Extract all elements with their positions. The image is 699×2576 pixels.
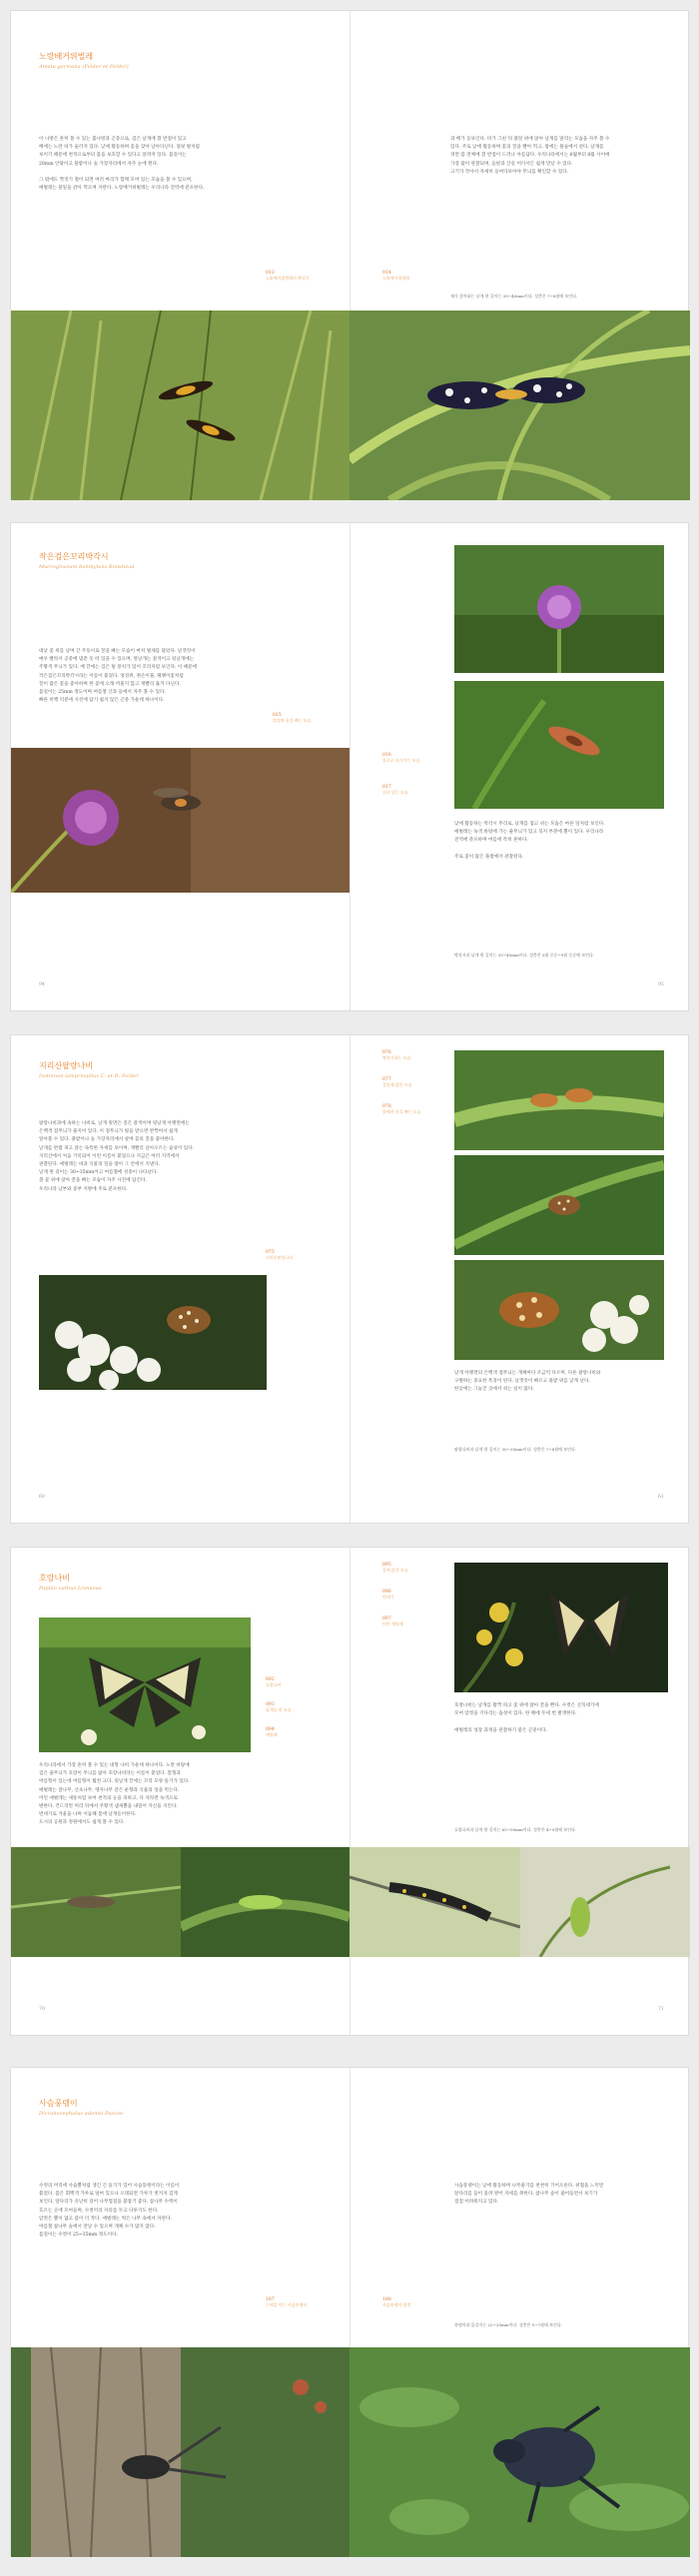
- body-text: 대낮 꽃 위를 날며 긴 주둥이로 꿀을 빠는 모습이 마치 벌새를 닮았다. 날갯짓이 매우 빨라서 공중에 멈춘 듯 떠 있을 수 있으며, 앞날개는 갈색이고 뒷날개에는 주황색 무늬가 있다. 배 끝에는 검은 털 뭉치가 있어 꼬리처럼 보인다. 이 때문에 작은검은꼬리박각시라는 이름이 붙었다. 엉겅퀴, 쥐손이풀, 패랭이꽃처럼 꿀이 많은 꽃을 좋아하며 한 꽃에 오래 머물지 않고 재빨리 옮겨 다닌다. 몸길이는 25mm 정도이며 여름철 산과 들에서 자주 볼 수 있다. 빠른 비행 덕분에 사진에 담기 쉽지 않은 곤충 가운데 하나이다.: [39, 649, 198, 704]
- scientific-name: Isoteinon lamprospilus C. et R. Felder: [39, 1073, 139, 1079]
- photo-caption: 014 노랑배거위벌레: [382, 271, 410, 281]
- photo-caption: 013 노랑배거위벌레의 짝짓기: [266, 271, 310, 281]
- photo-larva-3: [350, 1847, 520, 1957]
- book-spread-4: [10, 1547, 689, 2036]
- photo-caption: 093 날개를 편 모습: [266, 1702, 292, 1712]
- body-text: 과 배가 돋보인다. 비가 그친 뒤 풀잎 위에 앉아 날개를 말리는 모습을 자주 볼 수 있다. 주로 낮에 활동하며 꽃의 꿀을 빨아 먹고, 밤에는 풀숲에서 쉰다. 날개를 펴면 몸 전체에 흰 반점이 드러나 아름답다. 우리나라에서는 6월부터 8월 사이에 가장 많이 관찰되며, 들판과 산길 어디서든 쉽게 만날 수 있다. 크기가 작아서 자세히 들여다보아야 무늬를 확인할 수 있다.: [450, 137, 610, 175]
- photo-swallowtail-open: [39, 1617, 251, 1752]
- species-title: 호랑나비: [39, 1574, 70, 1583]
- photo-caption: 077 풀잎에 앉은 모습: [382, 1077, 412, 1087]
- photo-swallowtail-flower: [454, 1563, 668, 1692]
- photo-moths-mating: [11, 311, 350, 500]
- photo-caption: 097 어린 애벌레: [382, 1616, 403, 1626]
- photo-caption: 094 애벌레: [266, 1727, 278, 1737]
- photo-caption: 016 꽃으로 다가가는 모습: [382, 753, 420, 763]
- photo-caption: 015 엉겅퀴 꿀을 빠는 모습: [273, 713, 312, 723]
- photo-skipper-white-flowers: [39, 1275, 267, 1390]
- photo-caption: 187 수액을 먹는 사슴풍뎅이: [266, 2297, 308, 2307]
- scientific-name: Papilio xuthus Linnaeus: [39, 1586, 102, 1592]
- size-note: 팔랑나비과 날개 편 길이는 30~35mm이다. 성충은 7~8월에 보인다.: [454, 1447, 577, 1452]
- page-number: 95: [658, 982, 664, 987]
- photo-caption: 092 호랑나비: [266, 1677, 282, 1687]
- photo-moth-on-leaf: [350, 311, 690, 500]
- photo-hawkmoth-flower: [454, 545, 664, 673]
- body-text: 우리나라에서 가장 흔히 볼 수 있는 대형 나비 가운데 하나이다. 노란 바탕에 검은 줄무늬가 호랑이 무늬를 닮아 호랑나비라는 이름이 붙었다. 봄형과 여름형이 있는데 여름형이 훨씬 크다. 뒷날개 끝에는 꼬리 모양 돌기가 있다. 애벌레는 귤나무, 산초나무, 탱자나무 같은 운향과 식물의 잎을 먹는다. 어린 애벌레는 새똥처럼 보여 천적의 눈을 피하고, 다 자라면 녹색으로 변한다. 건드리면 머리 뒤에서 주황색 냄새뿔을 내밀어 자신을 지킨다. 번데기로 겨울을 나며 이듬해 봄에 날개돋이한다. 도시의 공원과 정원에서도 쉽게 볼 수 있다.: [39, 1763, 190, 1826]
- book-spread-2: [10, 522, 689, 1011]
- size-note: 풍뎅이과 몸길이는 22~35mm이다. 성충은 5~7월에 보인다.: [454, 2322, 563, 2327]
- book-spread-5: [10, 2067, 689, 2556]
- photo-caption: 188 사슴풍뎅이 암컷: [382, 2297, 411, 2307]
- photo-beetle-leaf: [350, 2347, 690, 2557]
- page-number: 60: [39, 1495, 45, 1500]
- photo-larva-4: [520, 1847, 690, 1957]
- page-number: 61: [658, 1495, 664, 1500]
- scientific-name: Amata germana (Felder et Felder): [39, 64, 129, 70]
- scientific-name: Dicranocephalus adamsi Pascoe: [39, 2111, 124, 2117]
- photo-caption: 096 번데기: [382, 1590, 394, 1600]
- photo-larva-1: [11, 1847, 181, 1957]
- body-text: 호랑나비는 날개를 활짝 펴고 꽃 위에 앉아 꿀을 빤다. 수컷은 산꼭대기에 모여 암컷을 기다리는 습성이 있다. 한 해에 두세 번 발생한다. 애벌레의 성장 과정을 관찰하기 좋은 곤충이다.: [454, 1703, 599, 1733]
- body-text: 날개 아랫면의 은백색 점무늬는 개체마다 조금씩 다르며, 다른 팔랑나비와 구별하는 중요한 특징이 된다. 날갯짓이 빠르고 풀밭 위를 낮게 난다. 한낮에는 그늘진 곳에서 쉬는 일이 많다.: [454, 1371, 601, 1393]
- photo-caption: 095 꽃에 앉은 모습: [382, 1563, 408, 1573]
- body-text: 낮에 활동하는 박각시 무리로, 날개를 접고 쉬는 모습은 마른 잎처럼 보인다. 애벌레는 녹색 바탕에 가는 줄무늬가 있고 꼭지 부분에 뿔이 있다. 우리나라 전역에 분포하며 여름에 특히 흔하다. 주로 꽃이 많은 풀밭에서 관찰된다.: [454, 822, 605, 860]
- species-title: 작은검은꼬리박각시: [39, 552, 109, 561]
- photo-caption: 017 쉬고 있는 모습: [382, 785, 408, 795]
- book-spread-3: [10, 1034, 689, 1524]
- species-title: 사슴풍뎅이: [39, 2099, 78, 2108]
- photo-caption: 078 꽃에서 꿀을 빠는 모습: [382, 1104, 421, 1114]
- body-text: 팔랑나비과에 속하는 나비로, 날개 윗면은 짙은 갈색이며 뒷날개 아랫면에는 은백색 점무늬가 줄지어 있다. 이 점무늬가 빛을 받으면 반짝여서 쉽게 알아볼 수 있다. 풀밭이나 숲 가장자리에서 살며 꽃의 꿀을 좋아한다. 날개를 반쯤 펴고 앉는 독특한 자세를 보이며, 재빨리 날아오르는 습성이 있다. 지리산에서 처음 기록되어 이런 이름이 붙었으나 지금은 여러 지역에서 관찰된다. 애벌레는 벼과 식물의 잎을 말아 그 안에서 지낸다. 날개 편 길이는 30~35mm이고 여름철에 성충이 나타난다. 흰 꽃 위에 앉아 꿀을 빠는 모습이 자주 사진에 담긴다. 우리나라 남부와 중부 지방에 주로 분포한다.: [39, 1121, 195, 1192]
- photo-hawkmoth-thistle: [11, 748, 350, 893]
- size-note: 제가 좋아하는 날개 편 길이는 35~40mm이다. 성충은 7~8월에 보인다.: [450, 294, 578, 299]
- page-number: 70: [39, 2007, 45, 2012]
- photo-skipper-nectaring: [454, 1260, 664, 1360]
- page-number: 71: [658, 2007, 664, 2012]
- photo-caption: 075 지리산팔랑나비: [266, 1250, 294, 1260]
- species-title: 노랑배거위벌레: [39, 52, 94, 61]
- photo-skipper-on-grass: [454, 1155, 664, 1255]
- photo-larva-2: [181, 1847, 350, 1957]
- body-text: 사슴풍뎅이는 낮에 활동하며 나무줄기를 천천히 기어오른다. 위협을 느끼면 앞다리를 들어 올려 방어 자세를 취한다. 참나무 숲이 줄어들면서 보기가 점점 어려워지고 있다.: [454, 2184, 604, 2206]
- photo-caption: 076 짝짓기하는 모습: [382, 1050, 411, 1060]
- photo-hawkmoth-resting: [454, 681, 664, 809]
- photo-stag-beetle-tree: [11, 2347, 350, 2557]
- species-title: 지리산팔랑나비: [39, 1061, 94, 1070]
- body-text: 수컷의 머리에 사슴뿔처럼 생긴 긴 돌기가 있어 사슴풍뎅이라는 이름이 붙었다. 몸은 회백색 가루로 덮여 있으나 오래되면 가루가 벗겨져 검게 보인다. 앞다리가 유난히 길어 나무껍질을 붙잡기 좋다. 참나무 수액이 흐르는 곳에 모여들며, 수컷끼리 자리를 두고 다투기도 한다. 암컷은 뿔이 없고 몸이 더 작다. 애벌레는 썩은 나무 속에서 자란다. 여름철 참나무 숲에서 만날 수 있으며 개체 수가 많지 않다. 몸길이는 수컷이 25~35mm 정도이다.: [39, 2184, 180, 2239]
- body-text: 이 나방은 흔히 볼 수 있는 불나방과 곤충으로, 검은 날개에 흰 반점이 있고 배에는 노란 띠가 둘러져 있다. 낮에 활동하며 꽃을 찾아 날아다닌다. 얼핏 벌처럼 보이기 때문에 천적으로부터 몸을 보호할 수 있다고 알려져 있다. 몸길이는 20mm 안팎이고 풀밭이나 숲 가장자리에서 자주 눈에 띈다. 그 밖에도 짝짓기 철이 되면 여러 마리가 함께 모여 있는 모습을 볼 수 있으며, 애벌레는 풀잎을 갉아 먹으며 자란다. 노랑배거위벌레는 우리나라 전역에 분포한다.: [39, 137, 205, 192]
- size-note: 박각시과 날개 편 길이는 35~45mm이다. 성충은 5월 중순~9월 중순에 보인다.: [454, 953, 595, 958]
- page-number: 94: [39, 982, 45, 987]
- scientific-name: Macroglossum bombylans Boisduval: [39, 564, 135, 570]
- size-note: 호랑나비과 날개 편 길이는 65~90mm이다. 성충은 4~9월에 보인다.: [454, 1827, 577, 1832]
- photo-skippers-mating: [454, 1050, 664, 1150]
- book-spread-1: [10, 10, 689, 499]
